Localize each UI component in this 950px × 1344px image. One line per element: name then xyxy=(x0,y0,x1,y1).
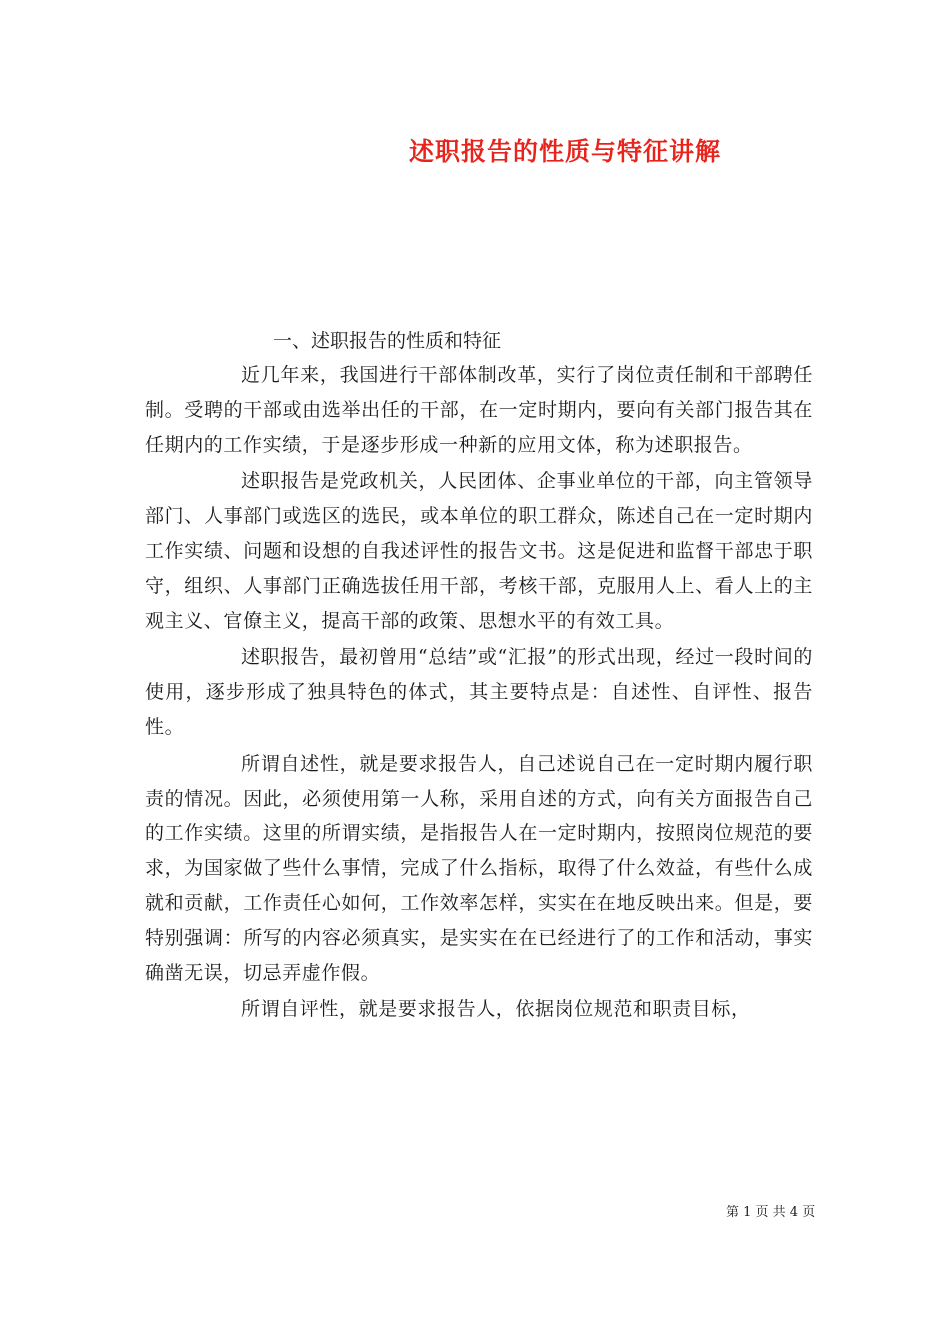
section-heading: 一、述职报告的性质和特征 xyxy=(273,330,502,352)
paragraph-2: 述职报告是党政机关，人民团体、企事业单位的干部，向主管领导部门、人事部门或选区的选民，或本单位的职工群众，陈述自己在一定时期内工作实绩、问题和设想的自我述评性的报告文书。这是促进和监督干部忠于职守，组织、人事部门正确选拔任用干部，考核干部，克服用人上、看人上的主观主义、官僚主义，提高干部的政策、思想水平的有效工具。 xyxy=(145,470,813,632)
paragraph-5: 所谓自评性，就是要求报告人，依据岗位规范和职责目标， xyxy=(241,998,751,1021)
paragraph-1: 近几年来，我国进行干部体制改革，实行了岗位责任制和干部聘任制。受聘的干部或由选举出任的干部，在一定时期内，要向有关部门报告其在任期内的工作实绩，于是逐步形成一种新的应用文体，称为述职报告。 xyxy=(145,364,813,456)
paragraph-4: 所谓自述性，就是要求报告人，自己述说自己在一定时期内履行职责的情况。因此，必须使用第一人称，采用自述的方式，向有关方面报告自己的工作实绩。这里的所谓实绩，是指报告人在一定时期内，按照岗位规范的要求，为国家做了些什么事情，完成了什么指标，取得了什么效益，有些什么成就和贡献，工作责任心如何，工作效率怎样，实实在在地反映出来。但是，要特别强调：所写的内容必须真实，是实实在在已经进行了的工作和活动，事实确凿无误，切忌弄虚作假。 xyxy=(145,752,813,984)
page-title: 述职报告的性质与特征讲解 xyxy=(408,137,721,166)
document-body xyxy=(145,324,813,1029)
paragraph-3: 述职报告，最初曾用“总结”或“汇报”的形式出现，经过一段时间的使用，逐步形成了独具特色的体式，其主要特点是：自述性、自评性、报告性。 xyxy=(145,646,813,738)
page-footer: 第 1 页 共 4 页 xyxy=(726,1205,816,1220)
